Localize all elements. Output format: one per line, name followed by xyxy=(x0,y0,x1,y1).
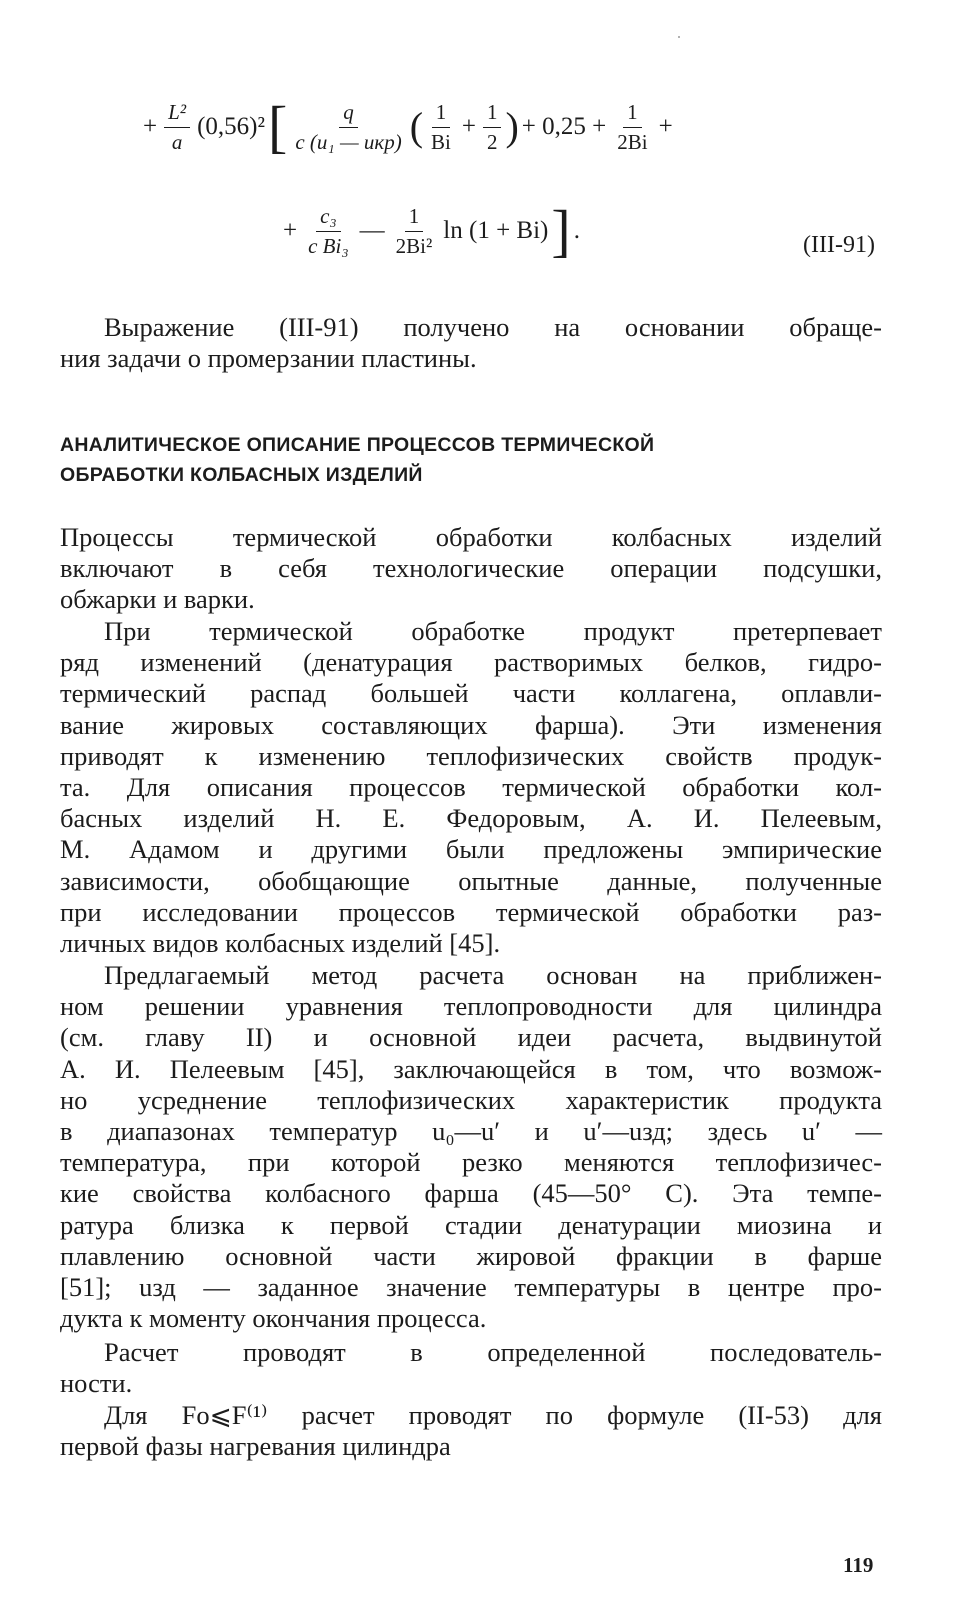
text-line: ряд изменений (денатурация растворимых белков, гидро- xyxy=(60,647,882,678)
formula-plus: + xyxy=(461,113,476,140)
text-line: ния задачи о промерзании пластины. xyxy=(60,343,477,374)
fraction-denominator: a xyxy=(171,129,183,154)
formula-line-2 xyxy=(280,198,583,263)
fraction-denominator: c Bi₃ xyxy=(308,233,349,258)
text-line: обжарки и варки. xyxy=(60,584,255,615)
formula-left-bracket: [ xyxy=(268,94,288,159)
text-line: та. Для описания процессов термической обработки кол- xyxy=(60,772,882,803)
page-number: 119 xyxy=(843,1553,874,1577)
section-heading xyxy=(60,430,882,490)
paragraph-3 xyxy=(60,616,882,959)
text-line: [51]; uзд — заданное значение температуры в центре про- xyxy=(60,1272,882,1303)
text-line: ном решении уравнения теплопроводности для цилиндра xyxy=(60,991,882,1022)
fraction-numerator: 1 xyxy=(432,100,451,127)
text-line: личных видов колбасных изделий [45]. xyxy=(60,928,501,959)
paragraph-2 xyxy=(60,522,882,616)
text-line: А. И. Пелеевым [45], заключающейся в том, что возмож- xyxy=(60,1053,882,1084)
formula-line-1 xyxy=(140,94,676,159)
text-line: кие свойства колбасного фарша (45—50° С). Эта темпе- xyxy=(60,1178,882,1209)
text-line: первой фазы нагревания цилиндра xyxy=(60,1431,451,1462)
formula-left-paren: ( xyxy=(409,104,424,149)
text-line: При термической обработке продукт претерпевает xyxy=(104,616,882,646)
fraction-numerator: 1 xyxy=(405,204,424,231)
scan-speck xyxy=(678,36,680,38)
fraction-denominator: 2 xyxy=(486,129,498,154)
fraction-l2-over-a xyxy=(164,100,190,153)
text-line: Расчет проводят в определенной последователь- xyxy=(104,1337,882,1367)
fraction-denominator: 2Bi² xyxy=(395,233,433,258)
text-line: вание жировых составляющих фарша). Эти изменения xyxy=(60,709,882,740)
formula-right-bracket: ] xyxy=(551,198,571,263)
text-line: ности. xyxy=(60,1368,133,1399)
text-line: в диапазонах температур u₀—u′ и u′—uзд; здесь u′ — xyxy=(60,1116,882,1147)
formula-minus: — xyxy=(359,217,385,244)
text-line: Для Fo⩽F⁽¹⁾ расчет проводят по формуле (II-53) для xyxy=(104,1400,882,1430)
fraction-denominator: c (u₁ — uкр) xyxy=(295,129,402,154)
fraction-1-over-bi xyxy=(427,100,455,153)
fraction-numerator: L² xyxy=(164,100,190,127)
fraction-1-over-2bi xyxy=(613,100,651,153)
text-line: ратура близка к первой стадии денатурации миозина и xyxy=(60,1209,882,1240)
fraction-numerator: 1 xyxy=(623,100,642,127)
paragraph-6 xyxy=(60,1400,882,1462)
fraction-denominator: 2Bi xyxy=(617,129,648,154)
formula-coefficient: (0,56)² xyxy=(197,113,265,140)
paragraph-5 xyxy=(60,1337,882,1399)
fraction-1-over-2bi2 xyxy=(392,204,437,257)
text-line: М. Адамом и другими были предложены эмпирические xyxy=(60,834,882,865)
text-line: при исследовании процессов термической обработки раз- xyxy=(60,896,882,927)
fraction-numerator: q xyxy=(339,100,358,127)
text-line: термический распад большей части коллагена, оплавли- xyxy=(60,678,882,709)
heading-line: ОБРАБОТКИ КОЛБАСНЫХ ИЗДЕЛИЙ xyxy=(60,464,423,486)
fraction-denominator: Bi xyxy=(431,129,451,154)
formula-plus: + xyxy=(143,113,158,140)
formula-log-term: ln (1 + Bi) xyxy=(443,217,549,244)
fraction-numerator: c₃ xyxy=(316,204,341,231)
paragraph-1 xyxy=(60,312,882,374)
text-line: (см. главу II) и основной идеи расчета, выдвинутой xyxy=(60,1022,882,1053)
fraction-1-over-2 xyxy=(483,100,502,153)
text-line: Выражение (III-91) получено на основании обраще- xyxy=(104,312,882,342)
equation-label: (III-91) xyxy=(803,232,875,258)
text-line: зависимости, обобщающие опытные данные, полученные xyxy=(60,865,882,896)
heading-line: АНАЛИТИЧЕСКОЕ ОПИСАНИЕ ПРОЦЕССОВ ТЕРМИЧЕСКОЙ xyxy=(60,434,655,456)
formula-plus: + xyxy=(658,113,673,140)
formula-term: + 0,25 + xyxy=(521,113,607,140)
text-line: Предлагаемый метод расчета основан на приближен- xyxy=(104,960,882,990)
text-line: но усреднение теплофизических характеристик продукта xyxy=(60,1084,882,1115)
formula-period: . xyxy=(573,217,580,244)
text-line: Процессы термической обработки колбасных изделий xyxy=(60,522,882,552)
text-line: басных изделий Н. Е. Федоровым, А. И. Пелеевым, xyxy=(60,803,882,834)
fraction-c3-over-cbi3 xyxy=(304,204,353,257)
formula-right-paren: ) xyxy=(505,104,519,149)
fraction-numerator: 1 xyxy=(483,100,502,127)
text-line: плавлению основной части жировой фракции в фарше xyxy=(60,1240,882,1271)
text-line: температура, при которой резко меняются теплофизичес- xyxy=(60,1147,882,1178)
paragraph-4 xyxy=(60,960,882,1334)
text-line: дукта к моменту окончания процесса. xyxy=(60,1303,487,1334)
text-line: включают в себя технологические операции подсушки, xyxy=(60,553,882,584)
text-line: приводят к изменению теплофизических свойств продук- xyxy=(60,740,882,771)
formula-plus: + xyxy=(283,217,298,244)
fraction-q xyxy=(291,100,405,153)
